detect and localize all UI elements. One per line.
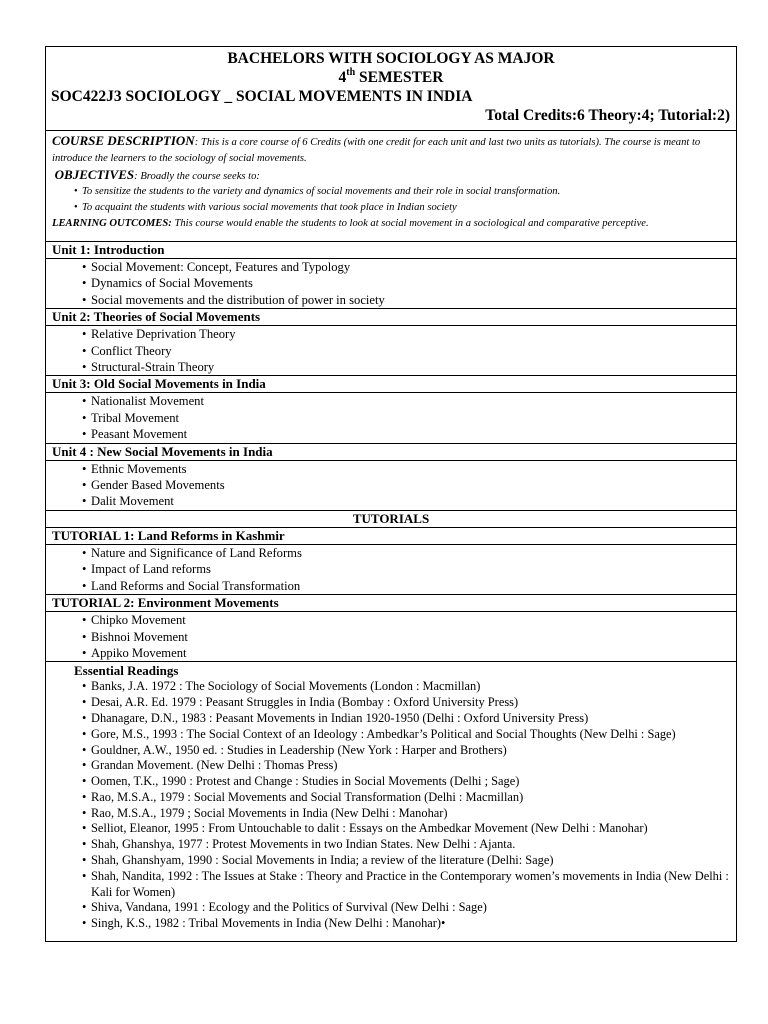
reading-item: • Dhanagare, D.N., 1983 : Peasant Movements in Indian 1920-1950 (Delhi : Oxford University Press) [46,711,736,727]
unit-items [46,259,736,308]
learning-outcomes-label: LEARNING OUTCOMES: [52,217,172,229]
syllabus-table [45,46,737,942]
objectives-list [52,184,730,216]
list-item: • Ethnic Movements [46,461,736,477]
list-item: • Appiko Movement [46,645,736,661]
list-item: • Tribal Movement [46,410,736,426]
list-item: • Dynamics of Social Movements [46,275,736,291]
tutorials-heading-row [46,511,736,528]
reading-item: • Banks, J.A. 1972 : The Sociology of Social Movements (London : Macmillan) [46,679,736,695]
tutorial-1-items-row [46,545,736,595]
semester-word: SEMESTER [355,69,444,86]
reading-item: • Shah, Ghanshyam, 1990 : Social Movements in India; a review of the literature (Delhi: Sage) [46,853,736,869]
reading-item: • Gouldner, A.W., 1950 ed. : Studies in Leadership (New York : Harper and Brothers) [46,743,736,759]
reading-item: • Singh, K.S., 1982 : Tribal Movements in India (New Delhi : Manohar)• [46,916,736,932]
reading-item: • Selliot, Eleanor, 1995 : From Untouchable to dalit : Essays on the Ambedkar Movement (New Delhi : Manohar) [46,821,736,837]
course-description-label: COURSE DESCRIPTION [52,133,195,148]
course-description [52,133,730,167]
objective-item: • To sensitize the students to the variety and dynamics of social movements and their role in social transformation. [52,184,730,200]
unit-3-title-row [46,376,736,393]
tutorial-title: TUTORIAL 2: Environment Movements [52,595,279,611]
course-code-title: SOC422J3 SOCIOLOGY _ SOCIAL MOVEMENTS IN INDIA [51,88,473,105]
list-item: • Nationalist Movement [46,393,736,409]
unit-1-title-row [46,242,736,259]
unit-1-items-row [46,259,736,309]
unit-2-title-row [46,309,736,326]
reading-item: • Desai, A.R. Ed. 1979 : Peasant Struggles in India (Bombay : Oxford University Press) [46,695,736,711]
list-item: • Bishnoi Movement [46,629,736,645]
program-title: BACHELORS WITH SOCIOLOGY AS MAJOR [227,50,555,67]
readings-title: Essential Readings [74,663,179,679]
semester-title [46,68,736,87]
learning-outcomes [52,216,730,232]
reading-item: • Shah, Ghanshya, 1977 : Protest Movements in two Indian States. New Delhi : Ajanta. [46,837,736,853]
list-item: • Peasant Movement [46,426,736,442]
unit-items [46,326,736,375]
readings-list [46,679,736,932]
list-item: • Impact of Land reforms [46,561,736,577]
credits-line: Total Credits:6 Theory:4; Tutorial:2) [485,107,730,124]
reading-item: • Gore, M.S., 1993 : The Social Context of an Ideology : Ambedkar’s Political and Social Thoughts (New Delhi : Sage) [46,727,736,743]
unit-4-title-row [46,444,736,461]
tutorial-2-items-row [46,612,736,662]
list-item: • Structural-Strain Theory [46,359,736,375]
tutorials-heading: TUTORIALS [352,510,430,526]
objectives [52,167,730,185]
unit-2-items-row [46,326,736,376]
unit-title: Unit 2: Theories of Social Movements [52,309,261,325]
tutorial-2-title-row [46,595,736,612]
list-item: • Gender Based Movements [46,477,736,493]
semester-number: 4 [338,69,347,86]
list-item: • Land Reforms and Social Transformation [46,578,736,594]
list-item: • Chipko Movement [46,612,736,628]
unit-items [46,393,736,442]
reading-item: • Grandan Movement. (New Delhi : Thomas Press) [46,758,736,774]
objective-item: • To acquaint the students with various social movements that took place in Indian society [52,200,730,216]
reading-item: • Shah, Nandita, 1992 : The Issues at Stake : Theory and Practice in the Contemporary women’s movements in India (New Delhi : Kali for Women) [46,869,736,901]
reading-item: • Rao, M.S.A., 1979 ; Social Movements in India (New Delhi : Manohar) [46,806,736,822]
course-description-cell [46,131,736,242]
unit-4-items-row [46,461,736,511]
list-item: • Nature and Significance of Land Reforms [46,545,736,561]
tutorial-1-title-row [46,528,736,545]
list-item: • Relative Deprivation Theory [46,326,736,342]
objectives-text: : Broadly the course seeks to: [134,170,260,182]
semester-suffix: th [346,66,356,78]
list-item: • Social Movement: Concept, Features and Typology [46,259,736,275]
tutorial-title: TUTORIAL 1: Land Reforms in Kashmir [52,527,285,543]
learning-outcomes-text: This course would enable the students to look at social movement in a sociological and comparative perceptive. [171,217,649,229]
tutorial-items [46,545,736,594]
header-cell [46,47,736,131]
list-item: • Dalit Movement [46,493,736,509]
unit-items [46,461,736,510]
objectives-label: OBJECTIVES [54,166,135,182]
course-description-text: : This is a core course of 6 Credits (with one credit for each unit and last two units as tutorials). The course is meant to introduce the learners to the sociology of social movements. [52,137,701,164]
reading-item: • Shiva, Vandana, 1991 : Ecology and the Politics of Survival (New Delhi : Sage) [46,900,736,916]
list-item: • Social movements and the distribution of power in society [46,292,736,308]
reading-item: • Rao, M.S.A., 1979 : Social Movements and Social Transformation (Delhi : Macmillan) [46,790,736,806]
unit-3-items-row [46,393,736,443]
unit-title: Unit 3: Old Social Movements in India [52,376,266,392]
list-item: • Conflict Theory [46,343,736,359]
unit-title: Unit 4 : New Social Movements in India [52,443,273,459]
reading-item: • Oomen, T.K., 1990 : Protest and Change : Studies in Social Movements (Delhi ; Sage) [46,774,736,790]
readings-row [46,662,736,932]
unit-title: Unit 1: Introduction [52,242,165,257]
tutorial-items [46,612,736,661]
